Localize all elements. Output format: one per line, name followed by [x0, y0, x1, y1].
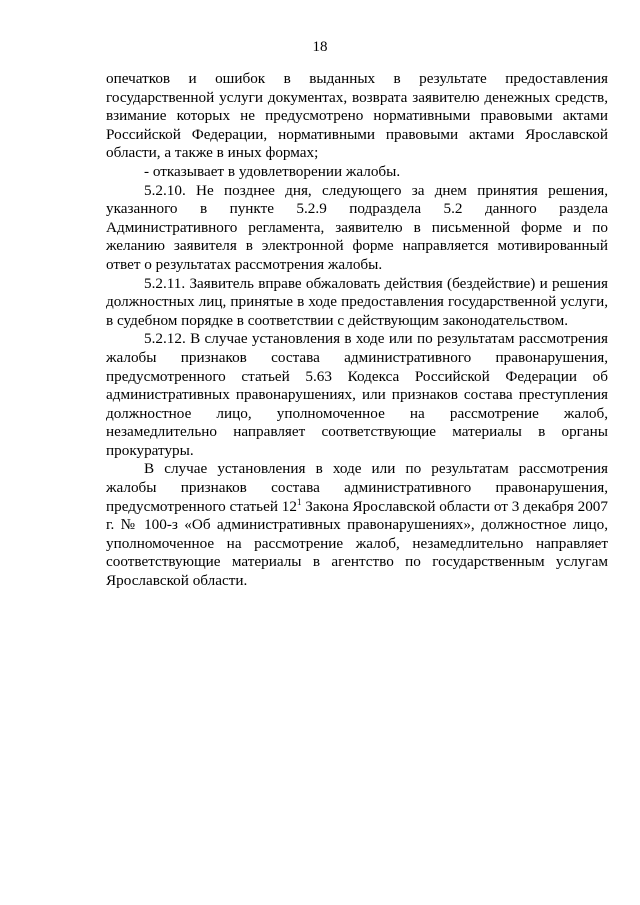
paragraph-regional-law-end: Закона Ярославской области от 3 декабря 2007 г. № 100-з «Об административных правонарушениях», должностное лицо, уполномоченное на рассмотрение жалоб, незамедлительно направляет соответствующие материалы в агентство по государственным услугам Ярославской области. [106, 497, 608, 590]
document-body [106, 70, 608, 591]
paragraph-5-2-11: 5.2.11. Заявитель вправе обжаловать действия (бездействие) и решения должностных лиц, принятые в ходе предоставления государственной услуги, в судебном порядке в соответствии с действующим законодательством. [106, 274, 608, 329]
paragraph-regional-law [106, 460, 608, 590]
page-number: 18 [312, 39, 328, 55]
paragraph-5-2-12: 5.2.12. В случае установления в ходе или по результатам рассмотрения жалобы признаков состава административного правонарушения, предусмотренного статьей 5.63 Кодекса Российской Федерации об административных правонарушениях, или признаков состава преступления должностное лицо, уполномоченное на рассмотрение жалоб, незамедлительно направляет соответствующие материалы в органы прокуратуры. [106, 330, 608, 459]
article-superscript: 1 [296, 496, 302, 507]
paragraph-regional-law-start: В случае установления в ходе или по результатам рассмотрения жалобы признаков состава административного правонарушения, предусмотренного статьей 12 [106, 460, 608, 515]
paragraph-continuation: опечатков и ошибок в выданных в результате предоставления государственной услуги документах, возврата заявителю денежных средств, взимание которых не предусмотрено нормативными правовыми актами Российской Федерации, нормативными правовыми актами Ярославской области, а также в иных формах; [106, 70, 608, 162]
paragraph-refusal: - отказывает в удовлетворении жалобы. [144, 162, 401, 180]
paragraph-5-2-10: 5.2.10. Не позднее дня, следующего за днем принятия решения, указанного в пункте 5.2.9 подраздела 5.2 данного раздела Административного регламента, заявителю в письменной форме и по желанию заявителя в электронной форме направляется мотивированный ответ о результатах рассмотрения жалобы. [106, 181, 608, 273]
